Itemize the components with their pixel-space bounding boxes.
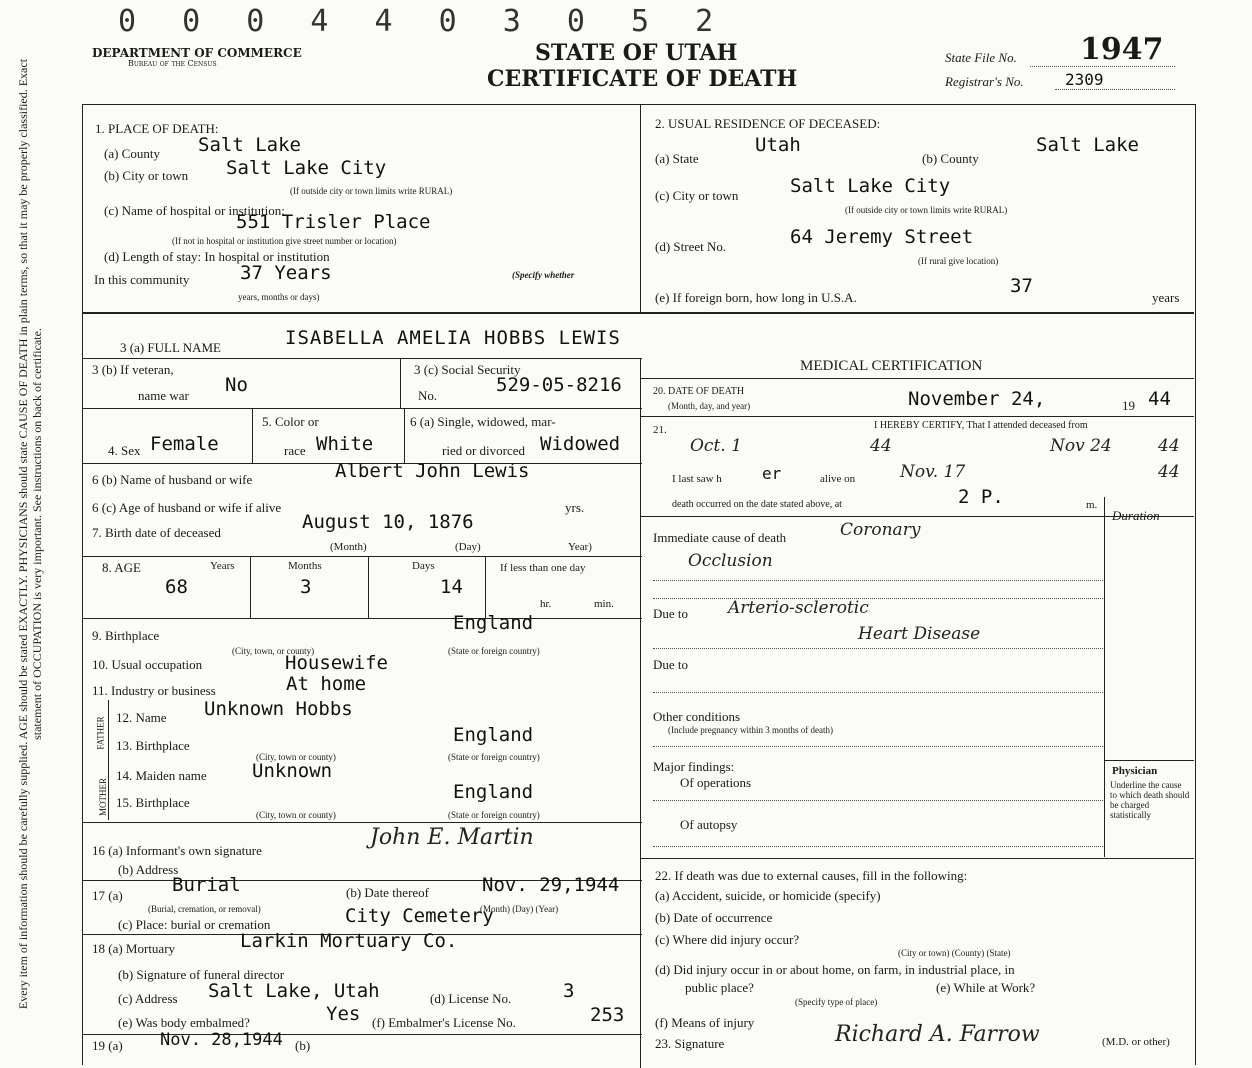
res-street-note: (If rural give location)	[918, 256, 999, 266]
age-days-label: Days	[412, 560, 435, 572]
medical-heading: MEDICAL CERTIFICATION	[800, 358, 983, 374]
full-name-label: 3 (a) FULL NAME	[120, 340, 221, 355]
age-less-label: If less than one day	[500, 562, 586, 574]
time-m: m.	[1086, 499, 1098, 511]
ssn-label: 3 (c) Social Security	[414, 362, 521, 377]
sex-value: Female	[150, 433, 219, 455]
birthplace-note2: (State or foreign country)	[448, 646, 540, 656]
bureau: Bureau of the Census	[128, 59, 217, 68]
res-state-value: Utah	[755, 134, 801, 156]
mortuary-address-value: Salt Lake, Utah	[208, 980, 380, 1002]
burial-note: (Burial, cremation, or removal)	[148, 904, 261, 914]
mother-name-value: Unknown	[252, 760, 333, 782]
death-county-label: (a) County	[104, 146, 160, 161]
spouse-label: 6 (b) Name of husband or wife	[92, 472, 253, 487]
death-city-value: Salt Lake City	[226, 157, 387, 179]
due-to-1b: Heart Disease	[858, 624, 981, 644]
department: DEPARTMENT OF COMMERCE	[92, 46, 302, 60]
burial-value: Burial	[172, 874, 241, 896]
burial-label: 17 (a)	[92, 888, 123, 903]
community-value: 37 Years	[240, 262, 332, 284]
veteran-label2: name war	[138, 388, 189, 403]
external-f: (f) Means of injury	[655, 1015, 755, 1030]
due-to-1a: Arterio-sclerotic	[728, 598, 869, 618]
residence-heading: 2. USUAL RESIDENCE OF DECEASED:	[655, 116, 881, 131]
immediate-cause-label: Immediate cause of death	[653, 530, 787, 545]
father-bp-value: England	[453, 724, 534, 746]
physician-signature: Richard A. Farrow	[835, 1022, 1040, 1047]
attended-from-year: 44	[870, 436, 892, 456]
mother-note1: (City, town or county)	[256, 810, 336, 820]
mortuary-label: 18 (a) Mortuary	[92, 941, 176, 956]
last-saw-value: er	[762, 464, 782, 483]
immediate-cause-2: Occlusion	[688, 551, 773, 571]
occupation-value: Housewife	[285, 652, 388, 674]
informant-address-label: (b) Address	[118, 862, 179, 877]
physician-note: Underline the cause to which death should be charged statistically	[1110, 780, 1190, 820]
external-b: (b) Date of occurrence	[655, 910, 773, 925]
attended-to: Nov 24	[1050, 436, 1112, 456]
res-city-note: (If outside city or town limits write RURAL)	[845, 205, 1008, 215]
ssn-label2: No.	[418, 388, 438, 403]
mother-side-label: MOTHER	[98, 778, 108, 816]
registrar-label: Registrar's No.	[945, 74, 1024, 89]
burial-date-note: (Month) (Day) (Year)	[480, 904, 559, 914]
father-note2: (State or foreign country)	[448, 752, 540, 762]
due-to-2-label: Due to	[653, 657, 689, 672]
age-min: min.	[594, 598, 614, 610]
birth-month-note: (Month)	[330, 541, 367, 553]
res-street-label: (d) Street No.	[655, 239, 727, 254]
specify-note: (Specify whether	[512, 270, 575, 280]
burial-place-value: City Cemetery	[345, 905, 494, 927]
veteran-label: 3 (b) If veteran,	[92, 362, 174, 377]
father-side-label: FATHER	[95, 716, 106, 750]
external-d: (d) Did injury occur in or about home, on farm, in industrial place, in	[655, 962, 1015, 977]
spouse-age-yrs: yrs.	[565, 500, 585, 515]
alive-on-value: Nov. 17	[900, 462, 966, 482]
filed-b: (b)	[295, 1038, 311, 1053]
res-street-value: 64 Jeremy Street	[790, 226, 974, 248]
mother-note2: (State or foreign country)	[448, 810, 540, 820]
father-name-value: Unknown Hobbs	[204, 698, 353, 720]
birth-day-note: (Day)	[455, 541, 481, 553]
external-d-note: (Specify type of place)	[795, 997, 878, 1007]
mother-bp-label: 15. Birthplace	[116, 795, 190, 810]
physician-label: Physician	[1112, 765, 1158, 777]
dod-year-prefix: 19	[1122, 398, 1135, 413]
res-county-value: Salt Lake	[1036, 134, 1139, 156]
last-saw-label: I last saw h	[672, 473, 722, 485]
burial-date-label: (b) Date thereof	[346, 885, 430, 900]
ssn-value: 529-05-8216	[496, 374, 622, 396]
res-county-label: (b) County	[922, 151, 979, 166]
foreign-label: (e) If foreign born, how long in U.S.A.	[655, 290, 857, 305]
registrar-no: 2309	[1065, 70, 1104, 89]
hospital-value: 551 Trisler Place	[236, 211, 431, 233]
external-d2: public place?	[685, 980, 754, 995]
age-years-label: Years	[210, 560, 235, 572]
mother-name-label: 14. Maiden name	[116, 768, 207, 783]
death-county-value: Salt Lake	[198, 134, 301, 156]
foreign-value: 37	[1010, 275, 1033, 297]
state-title: STATE OF UTAH	[535, 40, 738, 66]
certify-label: 21.	[653, 424, 667, 436]
informant-label: 16 (a) Informant's own signature	[92, 843, 262, 858]
major-findings-label: Major findings:	[653, 759, 735, 774]
due-to-1-label: Due to	[653, 606, 689, 621]
age-days: 14	[440, 576, 463, 598]
death-city-label: (b) City or town	[104, 168, 189, 183]
serial-number: 0 0 0 4 4 0 3 0 5 2	[118, 4, 728, 39]
external-heading: 22. If death was due to external causes, fill in the following:	[655, 868, 968, 883]
marital-value: Widowed	[540, 433, 621, 455]
embalmer-license-label: (f) Embalmer's License No.	[372, 1015, 516, 1030]
birth-year-note: Year)	[568, 541, 592, 553]
age-years: 68	[165, 576, 188, 598]
external-c: (c) Where did injury occur?	[655, 932, 800, 947]
full-name-value: ISABELLA AMELIA HOBBS LEWIS	[285, 327, 621, 349]
mortuary-address-label: (c) Address	[118, 991, 178, 1006]
burial-date-value: Nov. 29,1944	[482, 874, 620, 896]
side-instructions: Every item of information should be carefully supplied. AGE should be stated EXACTLY. PHYSICIANS should state CAUSE OF DEATH in plain terms, so that it may be properly classified. Exact statement of OCCUPATION is very important. See instructions on back of certificate.	[16, 58, 44, 1010]
alive-year: 44	[1158, 462, 1180, 482]
autopsy-label: Of autopsy	[680, 817, 738, 832]
res-city-value: Salt Lake City	[790, 175, 951, 197]
hospital-label: (c) Name of hospital or institution:	[104, 203, 285, 218]
external-c-note: (City or town) (County) (State)	[898, 948, 1011, 958]
occupation-label: 10. Usual occupation	[92, 657, 203, 672]
filed-value: Nov. 28,1944	[160, 1030, 283, 1050]
dod-value: November 24,	[908, 388, 1046, 410]
funeral-director-sig-label: (b) Signature of funeral director	[118, 967, 285, 982]
spouse-value: Albert John Lewis	[335, 460, 530, 482]
other-conditions-label: Other conditions	[653, 709, 741, 724]
hospital-note: (If not in hospital or institution give street number or location)	[172, 236, 397, 246]
age-label: 8. AGE	[102, 560, 141, 575]
embalmed-label: (e) Was body embalmed?	[118, 1015, 250, 1030]
race-label: race	[284, 443, 306, 458]
ymd-note: years, months or days)	[238, 292, 320, 302]
immediate-cause-1: Coronary	[840, 520, 921, 540]
license-label: (d) License No.	[430, 991, 512, 1006]
state-file-label: State File No.	[945, 50, 1017, 65]
place-of-death-heading: 1. PLACE OF DEATH:	[95, 121, 219, 136]
external-e: (e) While at Work?	[936, 980, 1036, 995]
time-value: 2 P.	[958, 486, 1004, 508]
birth-date-value: August 10, 1876	[302, 511, 474, 533]
license-value: 3	[563, 980, 575, 1002]
birthplace-note1: (City, town, or county)	[232, 646, 315, 656]
foreign-years: years	[1152, 290, 1180, 305]
sex-label: 4. Sex	[108, 443, 141, 458]
md-label: (M.D. or other)	[1102, 1036, 1170, 1048]
dod-note: (Month, day, and year)	[668, 401, 751, 411]
signature-label: 23. Signature	[655, 1036, 725, 1051]
birthplace-label: 9. Birthplace	[92, 628, 160, 643]
certify-text: I HEREBY CERTIFY, That I attended deceased from	[874, 420, 1088, 431]
age-months-label: Months	[288, 560, 322, 572]
father-bp-label: 13. Birthplace	[116, 738, 190, 753]
marital-label2: ried or divorced	[442, 443, 526, 458]
informant-signature: John E. Martin	[370, 825, 534, 850]
res-city-label: (c) City or town	[655, 188, 739, 203]
birth-date-label: 7. Birth date of deceased	[92, 525, 221, 540]
state-file-no: 1947	[1080, 32, 1164, 67]
industry-label: 11. Industry or business	[92, 683, 216, 698]
dod-label: 20. DATE OF DEATH	[653, 386, 745, 397]
community-label: In this community	[94, 272, 190, 287]
attended-from: Oct. 1	[690, 436, 742, 456]
embalmed-value: Yes	[326, 1003, 361, 1025]
father-name-label: 12. Name	[116, 710, 167, 725]
duration-label: Duration	[1112, 508, 1160, 523]
external-a: (a) Accident, suicide, or homicide (specify)	[655, 888, 881, 903]
industry-value: At home	[286, 673, 367, 695]
birthplace-value: England	[453, 612, 534, 634]
stay-label: (d) Length of stay: In hospital or institution	[104, 249, 330, 264]
color-label: 5. Color or	[262, 414, 319, 429]
marital-label: 6 (a) Single, widowed, mar-	[410, 414, 556, 429]
attended-to-year: 44	[1158, 436, 1180, 456]
age-hr: hr.	[540, 598, 552, 610]
father-note1: (City, town or county)	[256, 752, 336, 762]
burial-place-label: (c) Place: burial or cremation	[118, 917, 271, 932]
operations-label: Of operations	[680, 775, 752, 790]
spouse-age-label: 6 (c) Age of husband or wife if alive	[92, 500, 282, 515]
occurred-label: death occurred on the date stated above, at	[672, 499, 842, 510]
age-months: 3	[300, 576, 312, 598]
filed-label: 19 (a)	[92, 1038, 123, 1053]
race-value: White	[316, 433, 374, 455]
res-state-label: (a) State	[655, 151, 699, 166]
form-title: CERTIFICATE OF DEATH	[487, 66, 798, 92]
alive-on-label: alive on	[820, 473, 856, 485]
veteran-value: No	[225, 374, 248, 396]
death-city-note: (If outside city or town limits write RURAL)	[290, 186, 453, 196]
other-conditions-note: (Include pregnancy within 3 months of death)	[668, 725, 833, 735]
mortuary-value: Larkin Mortuary Co.	[240, 930, 458, 952]
mother-bp-value: England	[453, 781, 534, 803]
dod-year: 44	[1148, 388, 1171, 410]
embalmer-license-value: 253	[590, 1004, 625, 1026]
